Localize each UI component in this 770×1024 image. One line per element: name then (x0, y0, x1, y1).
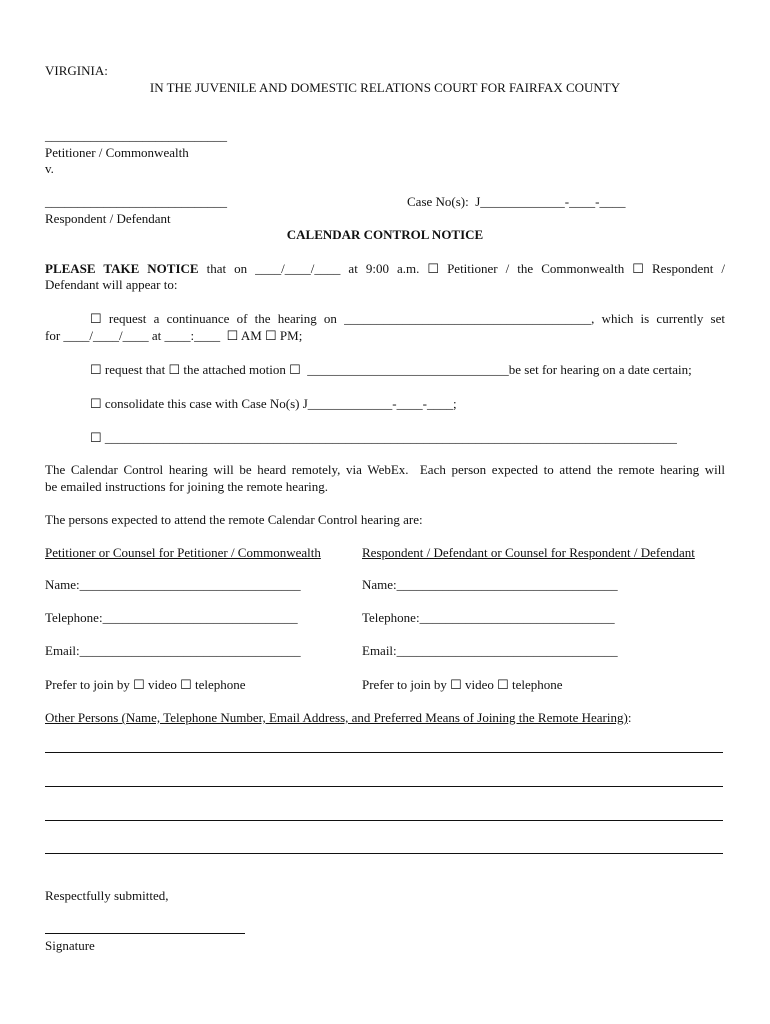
respondent-blank[interactable]: ____________________________ (45, 194, 227, 209)
notice-line-1 (45, 261, 725, 276)
other-persons-heading-text: Other Persons (Name, Telephone Number, Email Address, and Preferred Means of Joining the Remote Hearing) (45, 710, 628, 725)
notice-line-2: Defendant will appear to: (45, 277, 178, 292)
other-persons-line[interactable] (45, 752, 723, 753)
motion-option[interactable]: ☐ request that ☐ the attached motion ☐ _______________________________be set for hearing on a date certain; (90, 362, 692, 377)
state-label: VIRGINIA: (45, 63, 108, 78)
other-option[interactable]: ☐ ________________________________________________________________________________________ (90, 430, 677, 445)
petitioner-name-field[interactable]: Name:__________________________________ (45, 577, 301, 592)
petitioner-column-heading: Petitioner or Counsel for Petitioner / Commonwealth (45, 545, 321, 560)
respondent-prefer-join[interactable]: Prefer to join by ☐ video ☐ telephone (362, 677, 563, 692)
petitioner-label: Petitioner / Commonwealth (45, 145, 189, 160)
respectfully-submitted: Respectfully submitted, (45, 888, 169, 903)
other-persons-heading-colon: : (627, 710, 632, 725)
petitioner-blank[interactable]: ____________________________ (45, 128, 227, 143)
case-number-field[interactable]: Case No(s): J_____________-____-____ (407, 194, 626, 209)
persons-intro: The persons expected to attend the remote Calendar Control hearing are: (45, 512, 423, 527)
respondent-telephone-field[interactable]: Telephone:______________________________ (362, 610, 615, 625)
notice-line-1-text: that on ____/____/____ at 9:00 a.m. ☐ Petitioner / the Commonwealth ☐ Respondent / (198, 261, 725, 276)
continuance-option[interactable]: ☐ request a continuance of the hearing on ______________________________________, which is currently set (90, 311, 725, 326)
petitioner-email-field[interactable]: Email:__________________________________ (45, 643, 301, 658)
continuance-date-time[interactable]: for ____/____/____ at ____:____ ☐ AM ☐ PM; (45, 328, 303, 343)
consolidate-option[interactable]: ☐ consolidate this case with Case No(s) J_____________-____-____; (90, 396, 457, 411)
remote-line-2: be emailed instructions for joining the remote hearing. (45, 479, 329, 494)
other-persons-heading (45, 710, 631, 725)
signature-line[interactable] (45, 933, 245, 934)
other-persons-line[interactable] (45, 820, 723, 821)
court-title: IN THE JUVENILE AND DOMESTIC RELATIONS COURT FOR FAIRFAX COUNTY (149, 80, 621, 95)
respondent-email-field[interactable]: Email:__________________________________ (362, 643, 618, 658)
notice-lead: PLEASE TAKE NOTICE (45, 261, 199, 276)
respondent-name-field[interactable]: Name:__________________________________ (362, 577, 618, 592)
signature-label: Signature (45, 938, 95, 953)
other-persons-line[interactable] (45, 786, 723, 787)
other-persons-line[interactable] (45, 853, 723, 854)
document-title: CALENDAR CONTROL NOTICE (286, 227, 484, 242)
petitioner-telephone-field[interactable]: Telephone:______________________________ (45, 610, 298, 625)
petitioner-prefer-join[interactable]: Prefer to join by ☐ video ☐ telephone (45, 677, 246, 692)
respondent-column-heading: Respondent / Defendant or Counsel for Respondent / Defendant (362, 545, 695, 560)
versus-label: v. (45, 161, 54, 176)
remote-line-1: The Calendar Control hearing will be heard remotely, via WebEx. Each person expected to attend the remote hearing will (45, 462, 725, 477)
respondent-label: Respondent / Defendant (45, 211, 171, 226)
